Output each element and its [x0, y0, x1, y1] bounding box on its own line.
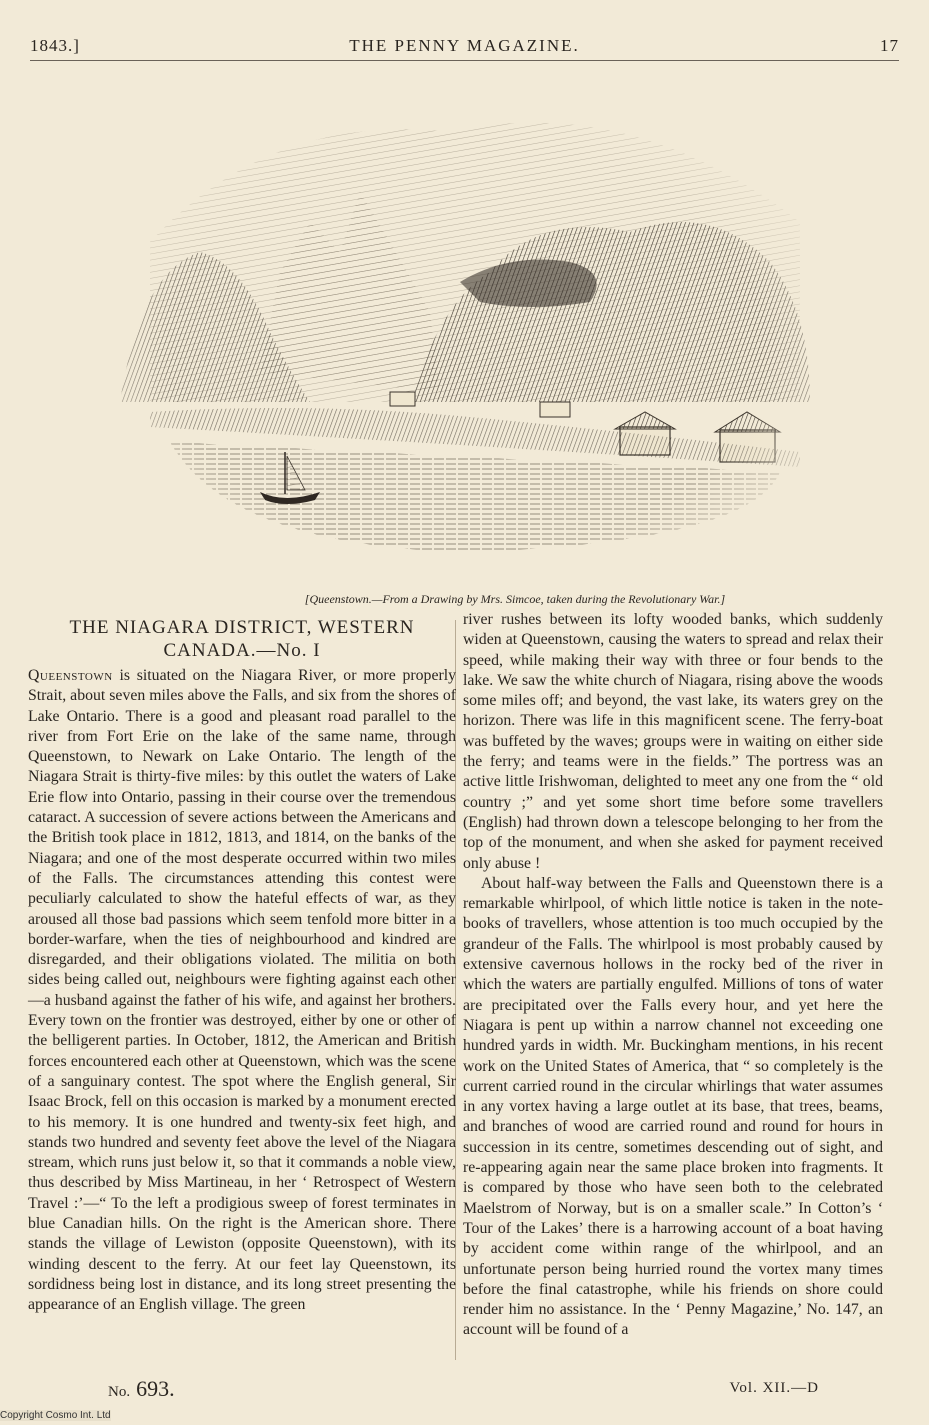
right-column: [463, 610, 883, 1341]
paragraph-text: is situated on the Niagara River, or more properly Strait, about seven miles above the Falls, and six from the shores of Lake Ontario. There is a good and pleasant road parallel to the river from Fort Erie on the lake of the same name, through Queenstown, to Newark on Lake Ontario. The length of the Niagara Strait is thirty-five miles: by this outlet the waters of Lake Erie flow into Ontario, passing in their course over the tremendous cataract. A succession of severe actions between the Americans and the British took place in 1812, 1813, and 1814, on the banks of the Niagara; and one of the most desperate occurred within two miles of the Falls. The circumstances attending this contest were peculiarly calculated to show the hateful effects of war, as they aroused all those bad passions which seem tenfold more bitter in a border-warfare, when the ties of neighbourhood and kindred are disregarded, and their obligations violated. The militia on both sides being called out, neighbours were fighting against each other —a husband against the father of his wife, and against her brothers. Every town on the frontier was destroyed, either by one or other of the belligerent parties. In October, 1812, the American and British forces encountered each other at Queenstown, which was the scene of a sanguinary contest. The spot where the English general, Sir Isaac Brock, fell on this occasion is marked by a monument erected to his memory. It is one hundred and twenty-six feet high, and stands two hundred and seventy feet above the level of the Niagara stream, which runs just below it, so that it commands a noble view, thus described by Miss Martineau, in her ‘ Retrospect of Western Travel :’—“ To the left a prodigious sweep of forest terminates in blue Canadian hills. On the right is the American shore. There stands the village of Lewiston (opposite Queenstown), with its winding descent to the ferry. At our feet lay Queenstown, its sordidness being lost in distance, and its long street presenting the appearance of an English village. The green: [28, 667, 456, 1314]
masthead: THE PENNY MAGAZINE.: [349, 36, 580, 55]
lead-word: Queenstown: [28, 667, 113, 684]
volume-label: Vol. XII.—D: [729, 1380, 819, 1396]
copyright-notice: Copyright Cosmo Int. Ltd: [0, 1410, 111, 1421]
left-column: [28, 666, 456, 1316]
article-title-line2: CANADA.—No. I: [163, 640, 321, 661]
issue-number-value: 693.: [136, 1376, 175, 1401]
paragraph: [28, 666, 456, 1316]
paragraph: About half-way between the Falls and Queenstown there is a remarkable whirlpool, of which little notice is taken in the note-books of travellers, whose attention is too much occupied by the grandeur of the Falls. The whirlpool is most probably caused by extensive cavernous hollows in the rocky bed of the river in which the waters are partially engulfed. Millions of tons of water are precipitated over the Falls every hour, and yet here the Niagara is pent up within a narrow channel not exceeding one hundred yards in width. Mr. Buckingham mentions, in his recent work on the United States of America, that “ so completely is the current carried round in the circular whirlings that water assumes in any vortex having a large outlet at its base, that trees, beams, and branches of wood are carried round and round for hours in succession in its centre, sometimes descending out of sight, and re-appearing again near the same place broken into fragments. It is compared by those who have seen both to the celebrated Maelstrom of Norway, but is on a smaller scale.” In Cotton’s ‘ Tour of the Lakes’ there is a harrowing account of a boat having by accident come within range of the whirlpool, and an unfortunate person being hurried round the vortex many times before the final catastrophe, while his friends on shore could render him no assistance. In the ‘ Penny Magazine,’ No. 147, an account will be found of a: [463, 874, 883, 1339]
paragraph: river rushes between its lofty wooded banks, which suddenly widen at Queenstown, causing the waters to spread and relax their speed, while making their way with three or four bends to the lake. We saw the white church of Niagara, rising above the woods some miles off; and beyond, the vast lake, its waters grey on the horizon. There was life in this magnificent scene. The ferry-boat was buffeted by the waves; groups were in waiting on either side the ferry; and teams were in the fields.” The portress was an active little Irishwoman, delighted to meet any one from the “ old country ;” and yet some short time before some travellers (English) had thrown down a telescope belonging to her from the top of the monument, and when she asked for payment received only abuse !: [463, 611, 883, 872]
page-footer: [0, 1374, 929, 1404]
issue-number-label: No.: [108, 1384, 131, 1400]
page-header: [30, 30, 899, 60]
header-rule: [30, 60, 899, 61]
illustration-caption: [Queenstown.—From a Drawing by Mrs. Simcoe, taken during the Revolutionary War.]: [304, 592, 726, 606]
article-title: [28, 616, 456, 662]
article-title-line1: THE NIAGARA DISTRICT, WESTERN: [69, 617, 415, 638]
queenstown-engraving: [110, 72, 820, 572]
page-number: 17: [880, 36, 899, 55]
header-year: 1843.]: [30, 36, 80, 55]
issue-number: [108, 1376, 175, 1402]
